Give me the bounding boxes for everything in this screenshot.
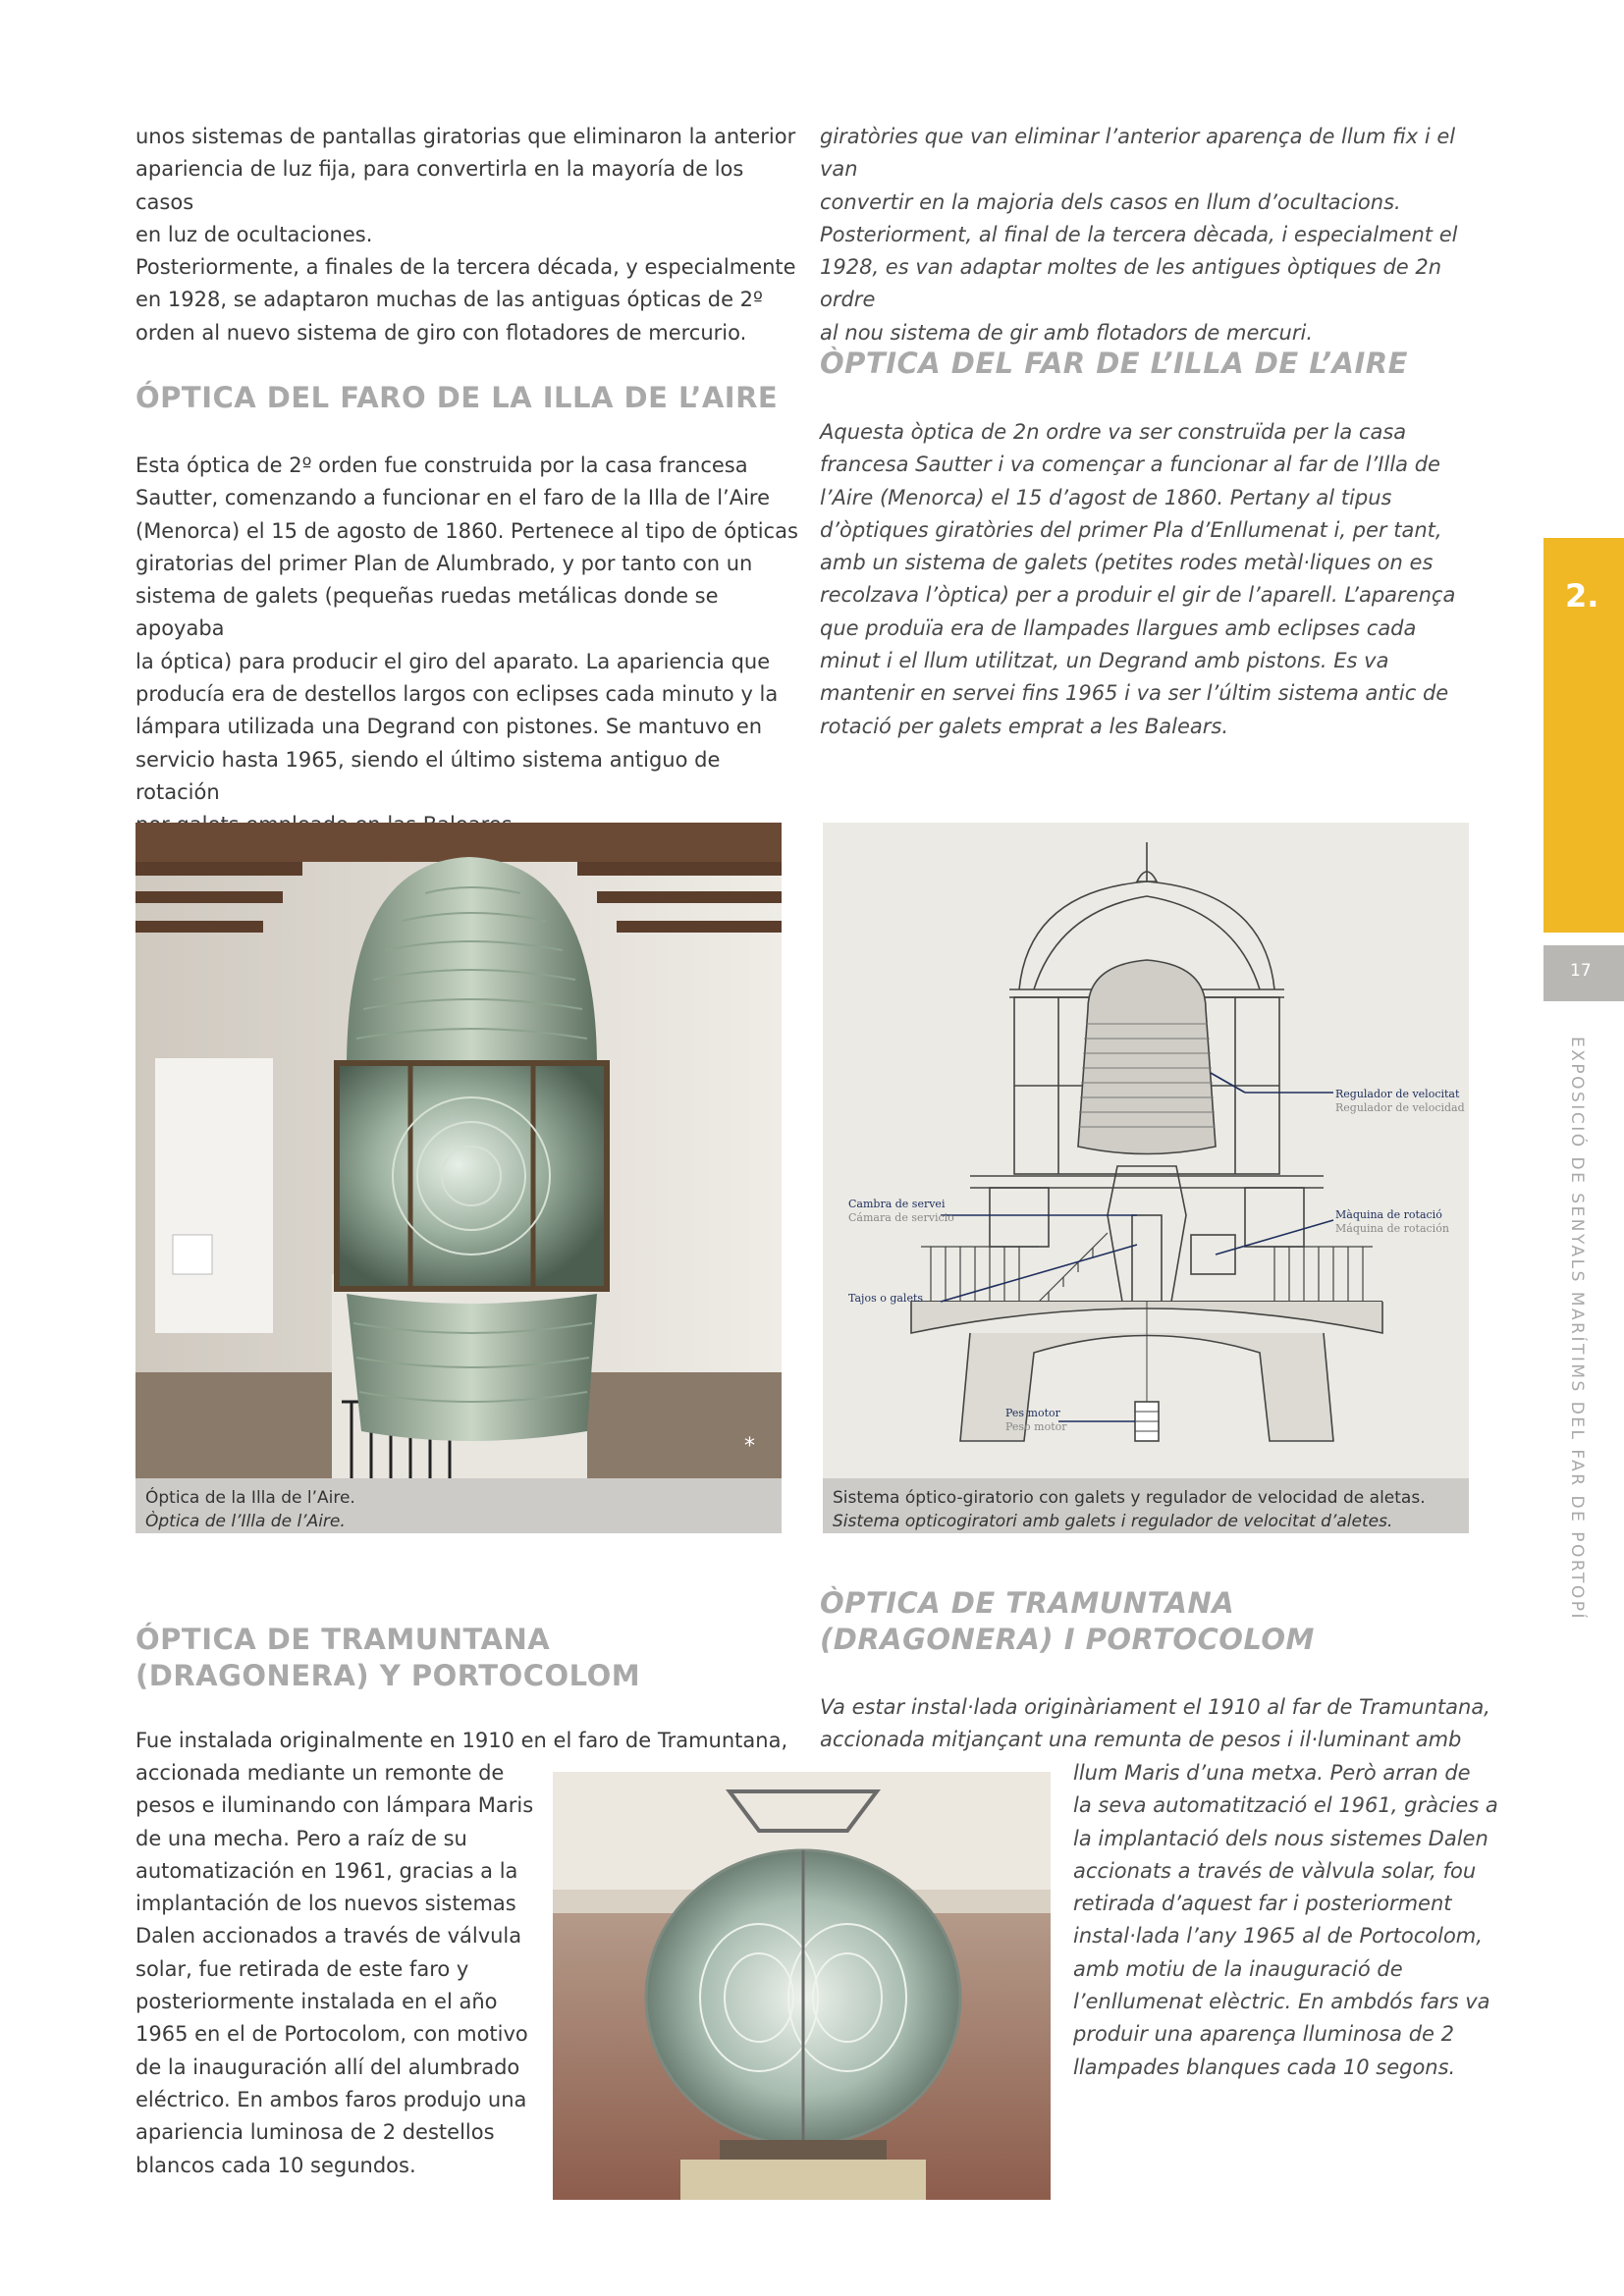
caption-ca: Òptica de l’Illa de l’Aire. <box>145 1512 346 1531</box>
text-line: l’enllumenat elèctric. En ambdós fars va <box>1073 1990 1490 2014</box>
title-line: (DRAGONERA) Y PORTOCOLOM <box>135 1659 641 1692</box>
text-line: produir una aparença lluminosa de 2 <box>1073 2022 1454 2047</box>
text-line: convertir en la majoria dels casos en llum d’ocultacions. <box>820 189 1401 214</box>
text-line: amb motiu de la inauguració de <box>1073 1956 1403 1981</box>
lens-illustration <box>135 823 782 1478</box>
text-line: accionada mitjançant una remunta de pesos i il·luminant amb <box>820 1728 1462 1752</box>
label-weight: Pes motor <box>1005 1407 1060 1419</box>
text-line: (Menorca) el 15 de agosto de 1860. Pertenece al tipo de ópticas <box>135 518 798 543</box>
title-line: ÒPTICA DE TRAMUNTANA <box>820 1586 1235 1620</box>
lens-photo <box>135 823 782 1478</box>
text-line: llum Maris d’una metxa. Però arran de <box>1073 1761 1471 1785</box>
caption-ca: Sistema opticogiratori amb galets i regulador de velocitat d’aletes. <box>833 1512 1393 1531</box>
title-line: (DRAGONERA) I PORTOCOLOM <box>820 1623 1315 1656</box>
text-line: apariencia luminosa de 2 destellos <box>135 2120 495 2145</box>
title-line: ÓPTICA DE TRAMUNTANA <box>135 1623 551 1656</box>
text-line: eléctrico. En ambos faros produjo una <box>135 2087 527 2111</box>
caption-es: Sistema óptico-giratorio con galets y regulador de velocidad de aletas. <box>833 1488 1426 1508</box>
text-line: accionada mediante un remonte de <box>135 1761 505 1785</box>
text-line: 1928, es van adaptar moltes de les antigues òptiques de 2n ordre <box>820 255 1442 312</box>
label-rotation-machine-es: Máquina de rotación <box>1335 1222 1449 1235</box>
text-line: apariencia de luz fija, para convertirla en la mayoría de los casos <box>135 157 744 214</box>
text-line: de la inauguración allí del alumbrado <box>135 2055 520 2079</box>
text-line: d’òptiques giratòries del primer Pla d’Enllumenat i, per tant, <box>820 517 1442 542</box>
section2-title-es <box>135 1622 640 1694</box>
text-line: instal·lada l’any 1965 al de Portocolom, <box>1073 1924 1483 1949</box>
section1-title-es: ÓPTICA DEL FARO DE LA ILLA DE L’AIRE <box>135 381 779 414</box>
lighthouse-section-drawing <box>823 823 1469 1478</box>
text-line: mantenir en servei fins 1965 i va ser l’últim sistema antic de <box>820 681 1449 706</box>
text-line: blancos cada 10 segundos. <box>135 2153 416 2177</box>
text-line: pesos e iluminando con lámpara Maris <box>135 1793 534 1818</box>
label-service-room-es: Cámara de servicio <box>848 1211 954 1224</box>
section1-title-ca: ÒPTICA DEL FAR DE L’ILLA DE L’AIRE <box>820 347 1408 380</box>
text-line: que produïa era de llampades llargues amb eclipses cada <box>820 615 1417 640</box>
text-line: giratòries que van eliminar l’anterior aparença de llum fix i el van <box>820 125 1456 182</box>
text-line: amb un sistema de galets (petites rodes metàl·liques on es <box>820 551 1434 575</box>
text-line: llampades blanques cada 10 segons. <box>1073 2055 1456 2079</box>
text-line: al nou sistema de gir amb flotadors de mercuri. <box>820 320 1314 345</box>
rotation-system-diagram <box>823 823 1469 1478</box>
figure1-caption <box>135 1478 782 1533</box>
caption-es: Óptica de la Illa de l’Aire. <box>145 1488 355 1508</box>
section2-first-line-es: Fue instalada originalmente en 1910 en el faro de Tramuntana, <box>135 1729 788 1752</box>
text-line: lámpara utilizada una Degrand con pistones. Se mantuvo en <box>135 715 763 739</box>
vertical-running-title: EXPOSICIÓ DE SENYALS MARÍTIMS DEL FAR DE PORTOPÍ <box>1567 1037 1587 1621</box>
text-line: Aquesta òptica de 2n ordre va ser construïda per la casa <box>820 420 1407 444</box>
label-galets: Tajos o galets <box>848 1292 924 1305</box>
text-line: Esta óptica de 2º orden fue construida por la casa francesa <box>135 454 748 477</box>
text-line: orden al nuevo sistema de giro con flotadores de mercurio. <box>135 320 747 345</box>
text-line: unos sistemas de pantallas giratorias que eliminaron la anterior <box>135 125 796 148</box>
text-line: posteriormente instalada en el año <box>135 1990 498 2014</box>
text-line: Sautter, comenzando a funcionar en el faro de la Illa de l’Aire <box>135 486 771 510</box>
label-speed-regulator-es: Regulador de velocidad <box>1335 1101 1465 1114</box>
text-line: la implantació dels nous sistemes Dalen <box>1073 1826 1489 1850</box>
tramuntana-lens-photo <box>553 1772 1051 2200</box>
page-number-tab <box>1543 945 1624 1001</box>
text-line: l’Aire (Menorca) el 15 d’agost de 1860. Pertany al tipus <box>820 485 1392 509</box>
text-line: Va estar instal·lada originàriament el 1910 al far de Tramuntana, <box>820 1695 1490 1719</box>
text-line: retirada d’aquest far i posteriorment <box>1073 1892 1452 1916</box>
chapter-number: 2. <box>1565 577 1599 614</box>
text-line: sistema de galets (pequeñas ruedas metálicas donde se apoyaba <box>135 584 719 641</box>
label-speed-regulator: Regulador de velocitat <box>1335 1088 1460 1100</box>
text-line: producía era de destellos largos con eclipses cada minuto y la <box>135 682 779 707</box>
intro-es <box>135 121 803 349</box>
intro-ca <box>820 121 1488 349</box>
text-line: la óptica) para producir el giro del aparato. La apariencia que <box>135 649 771 673</box>
label-service-room: Cambra de servei <box>848 1198 946 1210</box>
section1-body-ca <box>820 416 1488 743</box>
section2-title-ca <box>820 1585 1315 1658</box>
text-line: implantación de los nuevos sistemas <box>135 1892 516 1916</box>
page-number: 17 <box>1570 961 1592 981</box>
section1-body-es <box>135 450 803 842</box>
text-line: giratorias del primer Plan de Alumbrado, y por tanto con un <box>135 551 753 575</box>
text-line: en luz de ocultaciones. <box>135 222 373 246</box>
photo-mark: * <box>744 1434 755 1459</box>
text-line: de una mecha. Pero a raíz de su <box>135 1826 467 1850</box>
section2-body-ca <box>1073 1757 1525 2084</box>
label-rotation-machine: Màquina de rotació <box>1335 1208 1442 1221</box>
tramuntana-lens-illustration <box>553 1772 1051 2200</box>
text-line: rotació per galets emprat a les Balears. <box>820 714 1229 738</box>
text-line: en 1928, se adaptaron muchas de las antiguas ópticas de 2º <box>135 288 763 312</box>
label-weight-es: Peso motor <box>1005 1420 1067 1433</box>
text-line: recolzava l’òptica) per a produir el gir de l’aparell. L’aparença <box>820 583 1456 608</box>
text-line: solar, fue retirada de este faro y <box>135 1956 469 1981</box>
text-line: francesa Sautter i va començar a funcionar al far de l’Illa de <box>820 453 1440 477</box>
text-line: automatización en 1961, gracias a la <box>135 1858 518 1883</box>
figure2-caption <box>823 1478 1469 1533</box>
text-line: Dalen accionados a través de válvula <box>135 1924 522 1949</box>
section2-first-lines-ca <box>820 1691 1507 1757</box>
text-line: la seva automatització el 1961, gràcies a <box>1073 1793 1498 1818</box>
text-line: accionats a través de vàlvula solar, fou <box>1073 1858 1477 1883</box>
text-line: 1965 en el de Portocolom, con motivo <box>135 2022 528 2047</box>
text-line: Posteriorment, al final de la tercera dècada, i especialment el <box>820 222 1458 246</box>
text-line: minut i el llum utilitzat, un Degrand amb pistons. Es va <box>820 649 1389 673</box>
section2-body-es <box>135 1757 548 2182</box>
text-line: servicio hasta 1965, siendo el último sistema antiguo de rotación <box>135 747 721 804</box>
text-line: Posteriormente, a finales de la tercera década, y especialmente <box>135 255 796 280</box>
chapter-tab <box>1543 538 1624 933</box>
